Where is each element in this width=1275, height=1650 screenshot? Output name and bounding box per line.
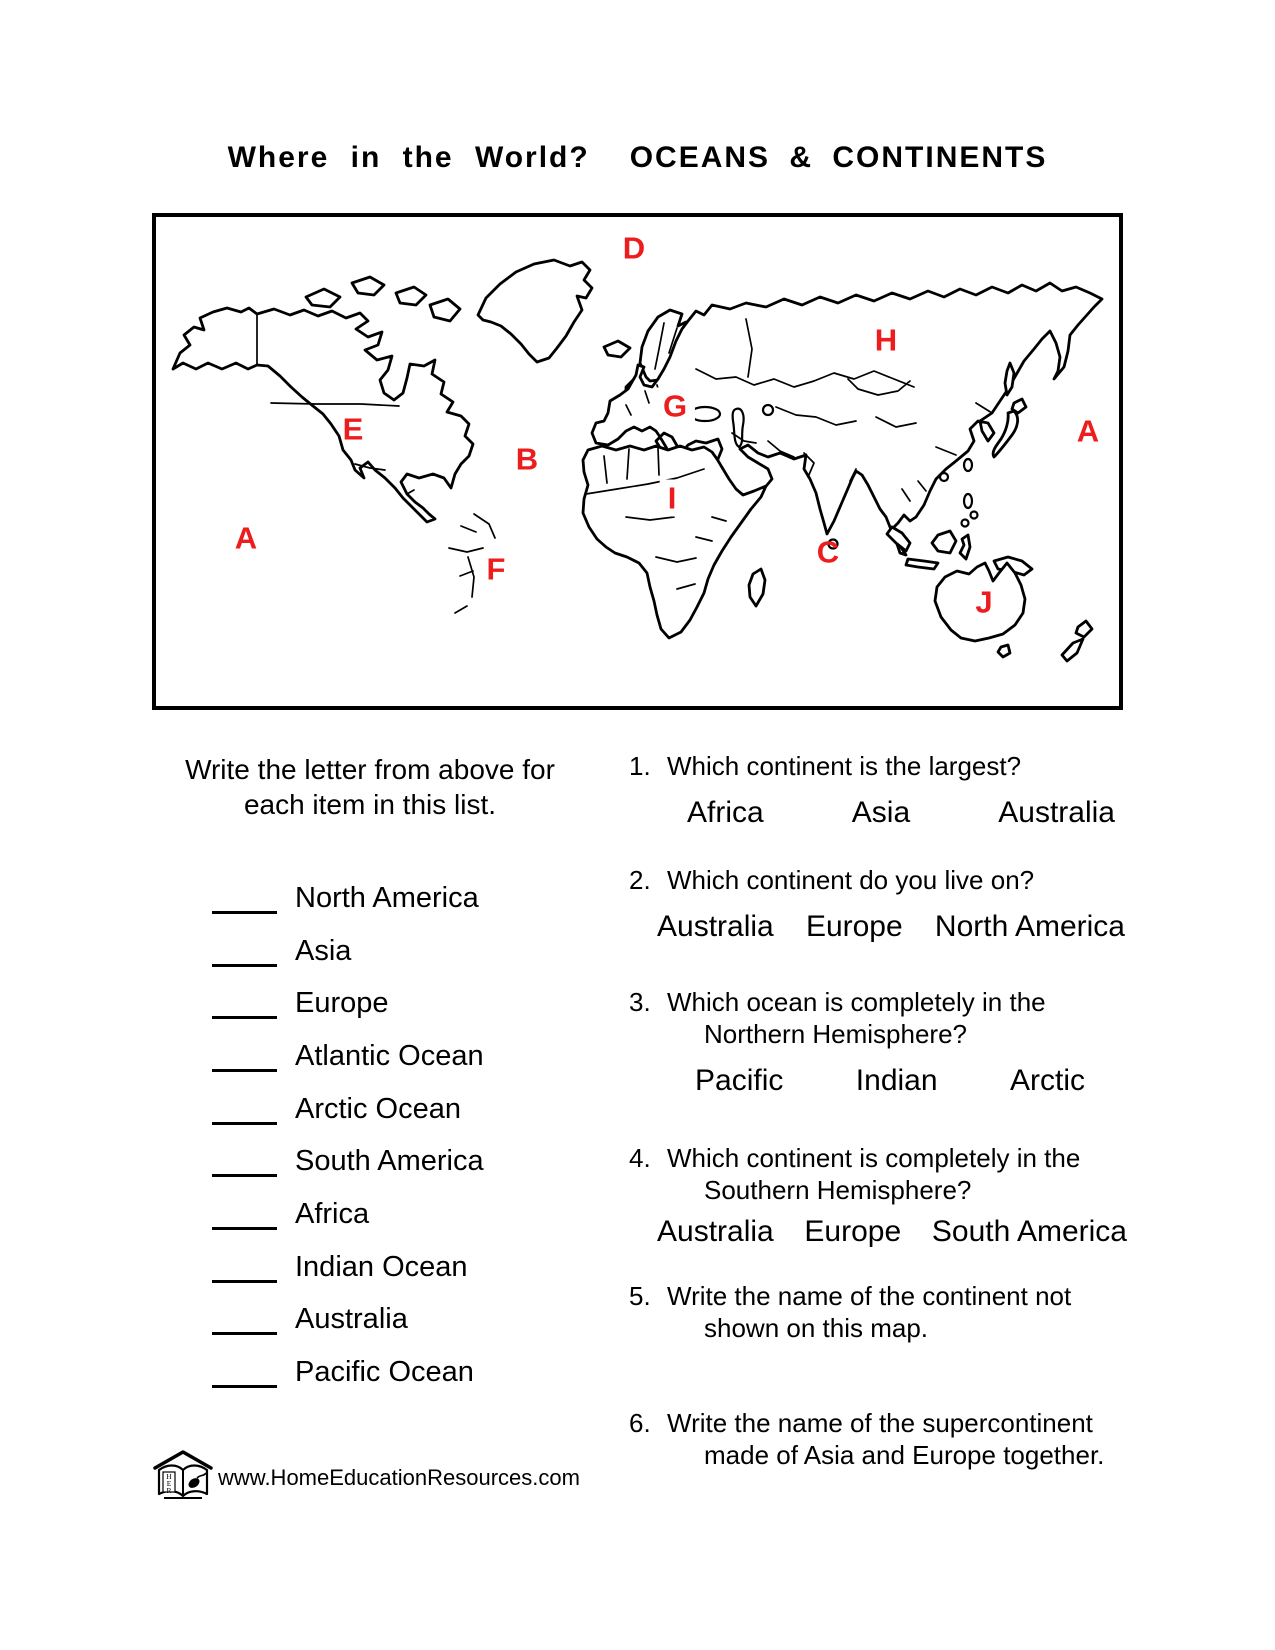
question-text: Write the name of the supercontinent xyxy=(667,1408,1093,1438)
list-item xyxy=(212,1294,484,1347)
question-text: Which continent is the largest? xyxy=(667,751,1022,781)
answer-option[interactable]: Arctic xyxy=(1009,1064,1085,1097)
answer-option[interactable]: Europe xyxy=(805,910,903,943)
her-logo xyxy=(152,1448,214,1504)
list-item xyxy=(212,1188,484,1241)
logo-letter-h: H xyxy=(166,1472,172,1481)
answer-option[interactable]: Asia xyxy=(851,796,911,829)
question-text-line-2: shown on this map. xyxy=(704,1313,929,1343)
question-text: Write the name of the continent not xyxy=(667,1281,1072,1311)
map-letter-marker: H xyxy=(874,322,898,358)
answer-blank[interactable] xyxy=(212,1385,277,1388)
new-zealand-outline xyxy=(1062,621,1092,661)
answer-blank[interactable] xyxy=(212,1174,277,1177)
list-item xyxy=(212,1030,484,1083)
title-topic: OCEANS & CONTINENTS xyxy=(629,141,1048,174)
answer-blank[interactable] xyxy=(212,1069,277,1072)
greenland-outline xyxy=(478,260,592,362)
map-letter-marker: E xyxy=(342,411,364,447)
aral-sea-outline xyxy=(763,405,773,415)
answer-option[interactable]: South America xyxy=(931,1215,1127,1248)
list-item-label: Africa xyxy=(295,1197,370,1230)
matching-list xyxy=(212,872,484,1399)
map-letter-marker: C xyxy=(816,534,840,570)
question-5 xyxy=(629,1280,1141,1344)
page-title xyxy=(0,141,1275,175)
answer-blank[interactable] xyxy=(212,964,277,967)
matching-instructions xyxy=(135,752,605,822)
caspian-sea-outline xyxy=(733,409,744,447)
logo-letter-e: E xyxy=(166,1479,172,1488)
mindanao-outline xyxy=(962,520,969,527)
map-letter-marker: D xyxy=(622,230,646,266)
question-4 xyxy=(629,1142,1141,1248)
map-letter-marker: A xyxy=(234,520,258,556)
list-item xyxy=(212,1346,484,1399)
world-map-graphic xyxy=(156,217,1119,706)
list-item xyxy=(212,872,484,925)
answer-blank[interactable] xyxy=(212,1280,277,1283)
answer-option[interactable]: Europe xyxy=(804,1215,902,1248)
list-item-label: South America xyxy=(295,1145,484,1178)
map-letter-marker: G xyxy=(655,388,695,425)
world-map xyxy=(152,213,1123,710)
list-item xyxy=(212,1241,484,1294)
list-item xyxy=(212,1083,484,1136)
question-1 xyxy=(629,750,1141,829)
question-number: 3. xyxy=(629,987,651,1017)
japan-outline xyxy=(993,399,1026,457)
question-text-line-2: Northern Hemisphere? xyxy=(704,1019,968,1049)
question-6 xyxy=(629,1407,1141,1471)
question-number: 2. xyxy=(629,865,651,895)
list-item-label: Atlantic Ocean xyxy=(295,1039,484,1072)
question-number: 4. xyxy=(629,1143,651,1173)
list-item-label: Arctic Ocean xyxy=(295,1092,461,1125)
list-item-label: Indian Ocean xyxy=(295,1250,468,1283)
answer-option[interactable]: North America xyxy=(934,910,1125,943)
map-letter-marker: F xyxy=(486,551,506,587)
map-letter-marker: I xyxy=(660,480,685,517)
philippines-south-outline xyxy=(971,512,978,519)
answer-option[interactable]: Australia xyxy=(657,910,774,943)
map-letter-marker: A xyxy=(1076,413,1100,449)
list-item-label: Europe xyxy=(295,987,389,1020)
philippines-outline xyxy=(964,494,972,508)
question-text: Which continent is completely in the xyxy=(667,1143,1081,1173)
continent-outlines xyxy=(173,260,1102,661)
question-number: 1. xyxy=(629,751,651,781)
madagascar-outline xyxy=(749,569,765,606)
list-item-label: Pacific Ocean xyxy=(295,1356,474,1389)
iceland-outline xyxy=(604,341,630,357)
answer-blank[interactable] xyxy=(212,1227,277,1230)
list-item-label: North America xyxy=(295,881,479,914)
logo-roof xyxy=(155,1452,211,1468)
answer-option[interactable]: Australia xyxy=(657,1215,774,1248)
list-item-label: Asia xyxy=(295,934,352,967)
answer-blank[interactable] xyxy=(212,1332,277,1335)
question-text-line-2: made of Asia and Europe together. xyxy=(704,1440,1105,1470)
north-america-outline xyxy=(173,308,473,522)
answer-option[interactable]: Pacific xyxy=(695,1064,784,1097)
site-url[interactable]: www.HomeEducationResources.com xyxy=(218,1465,580,1490)
taiwan-outline xyxy=(964,459,972,471)
answer-option[interactable]: Indian xyxy=(855,1064,938,1097)
question-3 xyxy=(629,986,1141,1097)
list-item xyxy=(212,1135,484,1188)
question-number: 6. xyxy=(629,1408,651,1438)
tasmania-outline xyxy=(998,645,1010,657)
list-item xyxy=(212,925,484,978)
list-item xyxy=(212,977,484,1030)
answer-blank[interactable] xyxy=(212,1016,277,1019)
instructions-line-1: Write the letter from above for xyxy=(185,754,555,785)
question-2 xyxy=(629,864,1141,943)
answer-option[interactable]: Africa xyxy=(687,796,764,829)
question-text-line-2: Southern Hemisphere? xyxy=(704,1175,972,1205)
list-item-label: Australia xyxy=(295,1303,408,1336)
logo-letter-r: R xyxy=(166,1486,172,1495)
instructions-line-2: each item in this list. xyxy=(243,789,497,820)
question-text: Which continent do you live on? xyxy=(667,865,1035,895)
answer-blank[interactable] xyxy=(212,911,277,914)
map-letter-marker: B xyxy=(515,441,539,477)
map-letter-marker: J xyxy=(975,584,993,620)
answer-option[interactable]: Australia xyxy=(998,796,1115,829)
question-text: Which ocean is completely in the xyxy=(667,987,1046,1017)
question-number: 5. xyxy=(629,1281,651,1311)
answer-blank[interactable] xyxy=(212,1122,277,1125)
hainan-outline xyxy=(940,473,948,481)
title-question: Where in the World? xyxy=(227,141,590,174)
